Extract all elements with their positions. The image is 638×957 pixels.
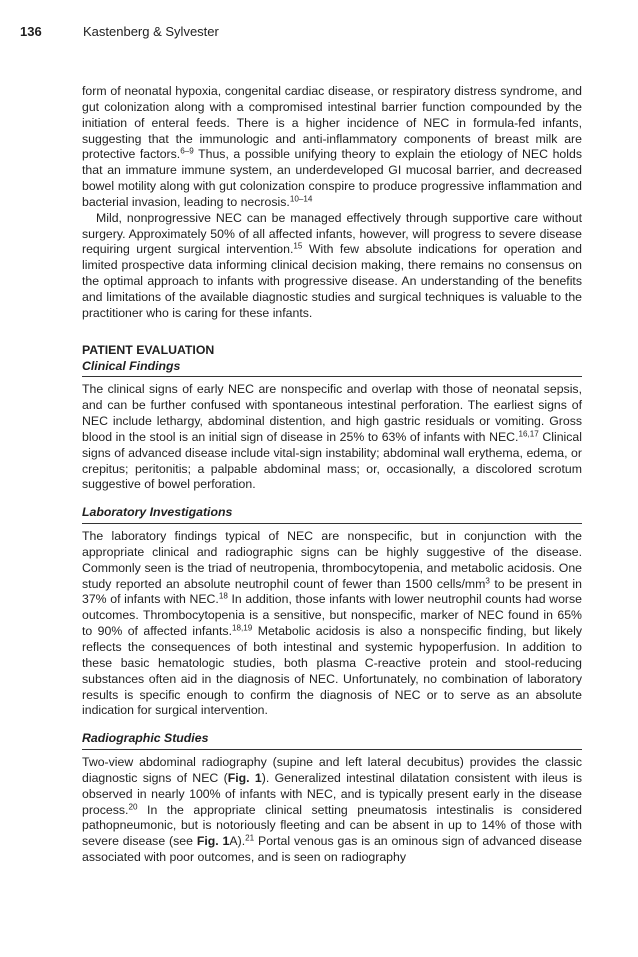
page-header [20, 24, 618, 44]
text-span: Thus, a possible unifying theory to explain the etiology of NEC holds that an immature immune system, an underdeveloped GI mucosal barrier, and decreased bowel motility along with gut colonization conspire to produce progressive inflammation and bacterial invasion, leading to necrosis. [82, 147, 582, 209]
page-number: 136 [20, 24, 42, 39]
citation: 16,17 [518, 429, 539, 439]
text-span: In the appropriate clinical setting pneumatosis intestinalis is considered pathopneumonic, but is notoriously fleeting and can be absent in up to 14% of those with severe disease (see [82, 802, 582, 849]
laboratory-paragraph [82, 529, 582, 719]
citation: 10–14 [289, 194, 313, 204]
citation: 20 [128, 802, 138, 812]
citation: 21 [245, 833, 255, 843]
figure-reference[interactable]: Fig. 1 [227, 770, 262, 785]
subsection-heading-radiographic: Radiographic Studies [82, 731, 582, 750]
clinical-paragraph [82, 382, 582, 493]
text-span: Two-view abdominal radiography (supine and left lateral decubitus) provides the classic diagnostic signs of NEC ( [82, 755, 582, 785]
text-span: Portal venous gas is an ominous sign of advanced disease associated with poor outcomes, and is seen on radiography [82, 834, 582, 865]
section-heading: PATIENT EVALUATION [82, 342, 215, 357]
text-span: Mild, nonprogressive NEC can be managed effectively through supportive care without surgery. Approximately 50% of all affected infants, however, will progress to severe disease requiring urgent surgical intervention. [82, 210, 582, 257]
intro-paragraph-1 [82, 84, 582, 211]
citation: 18 [218, 592, 228, 602]
text-span: With few absolute indications for operation and limited prospective data informing clinical decision making, there remains no consensus on the optimal approach to infants with progressive disease. An understanding of the benefits and limitations of the available diagnostic studies and surgical techniques is valuable to the practitioner who is caring for these infants. [82, 242, 582, 320]
text-span: ). Generalized intestinal dilatation consistent with ileus is observed in nearly 100% of infants with NEC, and is typically present early in the disease process. [82, 770, 582, 817]
citation: 15 [293, 241, 303, 251]
text-span: Clinical signs of advanced disease include vital-sign instability; abdominal wall erythema, edema, or crepitus; peritonitis; a palpable abdominal mass; or, occasionally, a discolored scrotum suggestive of bowel perforation. [82, 429, 582, 492]
subsection-heading-laboratory: Laboratory Investigations [82, 505, 582, 524]
intro-paragraph-2 [82, 211, 582, 322]
article-body [82, 84, 582, 866]
text-span: A). [229, 834, 246, 849]
text-span: In addition, those infants with lower neutrophil counts had worse outcomes. Thrombocytopenia is a sensitive, but nonspecific, marker of NEC found in 65% to 90% of affected infants. [82, 592, 582, 639]
text-span: to be present in 37% of infants with NEC. [82, 576, 582, 607]
text-span: Metabolic acidosis is also a nonspecific finding, but likely reflects the consequences of both intestinal and systemic hypoperfusion. In addition to these basic hematologic studies, both plasma C-reactive protein and stool-reducing substances often aid in the diagnosis of NEC. Unfortunately, no combination of laboratory results is specific enough to confirm the diagnosis of NEC or to serve as an absolute indication for surgical intervention. [82, 624, 582, 718]
citation: 18,19 [231, 623, 253, 633]
radiographic-paragraph [82, 755, 582, 866]
text-span: form of neonatal hypoxia, congenital cardiac disease, or respiratory distress syndrome, and gut colonization along with a compromised intestinal barrier function compounded by the initiation of enteral feeds. There is a higher incidence of NEC in formula-fed infants, suggesting that the immunologic and anti-inflammatory components of breast milk are protective factors. [82, 84, 582, 162]
citation: 6–9 [180, 146, 194, 156]
subsection-heading-clinical: Clinical Findings [82, 359, 582, 378]
text-span: The clinical signs of early NEC are nonspecific and overlap with those of neonatal sepsis, and can be further confused with spontaneous intestinal perforation. The earliest signs of NEC include lethargy, abdominal distention, and high gastric residuals or vomiting. Gross blood in the stool is an initial sign of disease in 25% to 63% of infants with NEC. [82, 382, 582, 444]
text-span: The laboratory findings typical of NEC are nonspecific, but in conjunction with the appropriate clinical and radiographic signs can be highly suggestive of the disease. Commonly seen is the triad of neutropenia, thrombocytopenia, and metabolic acidosis. One study reported an absolute neutrophil count of fewer than 1500 cells/mm [82, 529, 582, 591]
running-head: Kastenberg & Sylvester [83, 24, 219, 39]
superscript: 3 [485, 576, 490, 586]
figure-reference[interactable]: Fig. 1 [196, 834, 230, 849]
